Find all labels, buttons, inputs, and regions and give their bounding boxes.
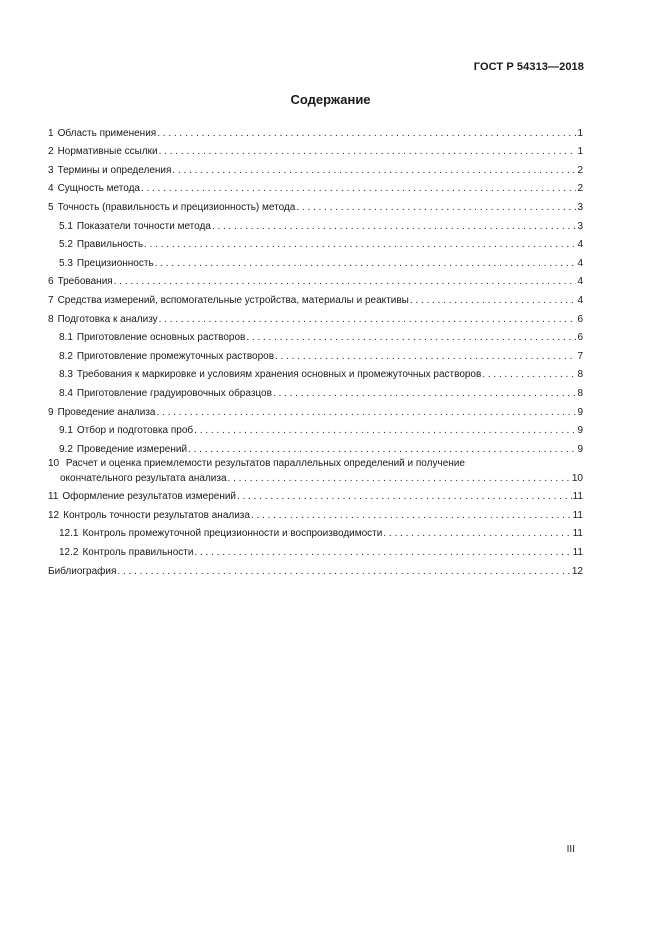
toc-entry-label: Подготовка к анализу	[57, 313, 158, 325]
toc-subentry[interactable]	[48, 521, 583, 540]
toc-entry-page: 10	[571, 472, 583, 484]
toc-leader-dots	[157, 128, 576, 139]
toc-leader-dots	[212, 221, 577, 232]
toc-subentry[interactable]	[48, 343, 583, 362]
toc-entry-number: 8.3	[59, 369, 73, 381]
toc-leader-dots	[114, 276, 577, 287]
toc-entry-label: Оформление результатов измерений	[62, 491, 237, 503]
toc-entry-number: 7	[48, 294, 54, 306]
page-number: III	[566, 844, 575, 855]
toc-entry-number: 3	[48, 164, 54, 176]
toc-entry-number: 5	[48, 201, 54, 213]
toc-leader-dots	[296, 202, 576, 213]
toc-entry-page: 7	[577, 350, 583, 362]
toc-leader-dots	[156, 407, 576, 418]
toc-entry[interactable]	[48, 176, 583, 195]
toc-subentry[interactable]	[48, 232, 583, 251]
toc-entry-page: 1	[577, 127, 583, 139]
toc-entry-page: 6	[577, 332, 583, 344]
toc-entry-number: 8	[48, 313, 54, 325]
toc-entry-page: 3	[577, 201, 583, 213]
toc-entry-label: Нормативные ссылки	[57, 146, 158, 158]
toc-entry[interactable]	[48, 139, 583, 158]
toc-entry-label: Расчет и оценка приемлемости результатов параллельных определений и получение	[65, 457, 465, 469]
toc-subentry[interactable]	[48, 250, 583, 269]
toc-entry-page: 11	[572, 509, 583, 521]
toc-entry-number: 11	[48, 491, 59, 503]
toc-entry-label: Средства измерений, вспомогательные устройства, материалы и реактивы	[57, 294, 409, 306]
toc-entry-number: 2	[48, 146, 54, 158]
toc-leader-dots	[155, 258, 577, 269]
toc-leader-dots	[141, 183, 576, 194]
toc-entry-page: 1	[577, 146, 583, 158]
toc-subentry[interactable]	[48, 362, 583, 381]
toc-entry-label: Приготовление промежуточных растворов	[76, 350, 275, 362]
toc-entry-number: 12	[48, 509, 60, 521]
toc-leader-dots	[194, 547, 571, 558]
toc-entry-label: Проведение измерений	[76, 443, 188, 455]
toc-entry-number: 5.1	[59, 220, 73, 232]
toc-entry[interactable]	[48, 455, 583, 484]
toc-leader-dots	[246, 332, 576, 343]
toc-entry-label: Требования к маркировке и условиям хранения основных и промежуточных растворов	[76, 369, 482, 381]
toc-entry[interactable]	[48, 287, 583, 306]
toc-subentry[interactable]	[48, 418, 583, 437]
toc-entry-label: Приготовление градуировочных образцов	[76, 387, 272, 399]
toc-entry-label: Термины и определения	[57, 164, 172, 176]
toc-entry-number: 12.2	[59, 547, 79, 559]
toc-entry-label: Прецизионность	[76, 257, 154, 269]
toc-leader-dots	[117, 566, 570, 577]
toc-entry-page: 2	[577, 183, 583, 195]
toc-entry-number: 5.3	[59, 257, 73, 269]
toc-entry[interactable]	[48, 120, 583, 139]
toc-leader-dots	[172, 165, 576, 176]
toc-entry-bibliography[interactable]	[48, 558, 583, 577]
toc-entry-label: Требования	[57, 276, 113, 288]
toc-entry-number: 9.2	[59, 443, 73, 455]
toc-entry-label: Библиография	[48, 565, 117, 577]
toc-leader-dots	[237, 491, 572, 502]
toc-entry-number: 8.4	[59, 387, 73, 399]
toc-entry-number: 1	[48, 127, 54, 139]
document-standard-number: ГОСТ Р 54313—2018	[473, 61, 584, 73]
toc-entry[interactable]	[48, 306, 583, 325]
toc-entry-label: Правильность	[76, 239, 144, 251]
toc-entry-page: 9	[577, 406, 583, 418]
toc-entry-page: 4	[577, 257, 583, 269]
toc-entry-page: 4	[577, 239, 583, 251]
toc-entry-label: Контроль промежуточной прецизионности и воспроизводимости	[82, 528, 383, 540]
toc-leader-dots	[144, 239, 576, 250]
toc-leader-dots	[410, 295, 577, 306]
toc-entry-page: 12	[571, 565, 583, 577]
toc-entry[interactable]	[48, 269, 583, 288]
toc-leader-dots	[194, 425, 576, 436]
toc-entry-number: 4	[48, 183, 54, 195]
toc-leader-dots	[159, 146, 577, 157]
table-of-contents	[48, 120, 583, 577]
toc-leader-dots	[159, 314, 577, 325]
toc-leader-dots	[273, 388, 577, 399]
toc-leader-dots	[482, 369, 576, 380]
toc-entry-label-continuation: окончательного результата анализа	[60, 472, 227, 484]
toc-entry-label: Отбор и подготовка проб	[76, 425, 194, 437]
toc-entry-page: 11	[572, 547, 583, 559]
toc-entry-page: 3	[577, 220, 583, 232]
toc-entry-label: Точность (правильность и прецизионность) метода	[57, 201, 296, 213]
toc-entry[interactable]	[48, 194, 583, 213]
toc-entry-number: 10	[48, 457, 60, 469]
toc-entry-label: Область применения	[57, 127, 157, 139]
toc-entry-page: 2	[577, 164, 583, 176]
toc-title: Содержание	[290, 92, 371, 107]
toc-entry[interactable]	[48, 157, 583, 176]
toc-entry[interactable]	[48, 484, 583, 503]
toc-leader-dots	[383, 528, 571, 539]
toc-entry-page: 4	[577, 294, 583, 306]
toc-entry-label: Проведение анализа	[57, 406, 156, 418]
toc-entry-page: 9	[577, 443, 583, 455]
toc-entry-page: 4	[577, 276, 583, 288]
toc-subentry[interactable]	[48, 380, 583, 399]
toc-entry-label: Показатели точности метода	[76, 220, 211, 232]
toc-leader-dots	[188, 444, 576, 455]
toc-entry-number: 9.1	[59, 425, 73, 437]
toc-entry-page: 9	[577, 425, 583, 437]
toc-entry-number: 8.2	[59, 350, 73, 362]
toc-entry-page: 11	[572, 491, 583, 503]
toc-subentry[interactable]	[48, 539, 583, 558]
toc-entry-label: Контроль точности результатов анализа	[63, 509, 250, 521]
toc-subentry[interactable]	[48, 213, 583, 232]
toc-leader-dots	[251, 510, 572, 521]
toc-entry-number: 12.1	[59, 528, 79, 540]
toc-entry-number: 6	[48, 276, 54, 288]
toc-entry-page: 8	[577, 387, 583, 399]
toc-leader-dots	[275, 351, 576, 362]
toc-entry-page: 8	[577, 369, 583, 381]
toc-entry-label: Приготовление основных растворов	[76, 332, 246, 344]
toc-entry-number: 8.1	[59, 332, 73, 344]
toc-entry-label: Контроль правильности	[82, 547, 194, 559]
toc-subentry[interactable]	[48, 325, 583, 344]
toc-entry-label: Сущность метода	[57, 183, 140, 195]
toc-entry[interactable]	[48, 399, 583, 418]
toc-entry-page: 6	[577, 313, 583, 325]
toc-entry-number: 5.2	[59, 239, 73, 251]
toc-entry-page: 11	[572, 528, 583, 540]
toc-leader-dots	[228, 473, 571, 484]
toc-entry[interactable]	[48, 502, 583, 521]
toc-subentry[interactable]	[48, 436, 583, 455]
toc-entry-number: 9	[48, 406, 54, 418]
